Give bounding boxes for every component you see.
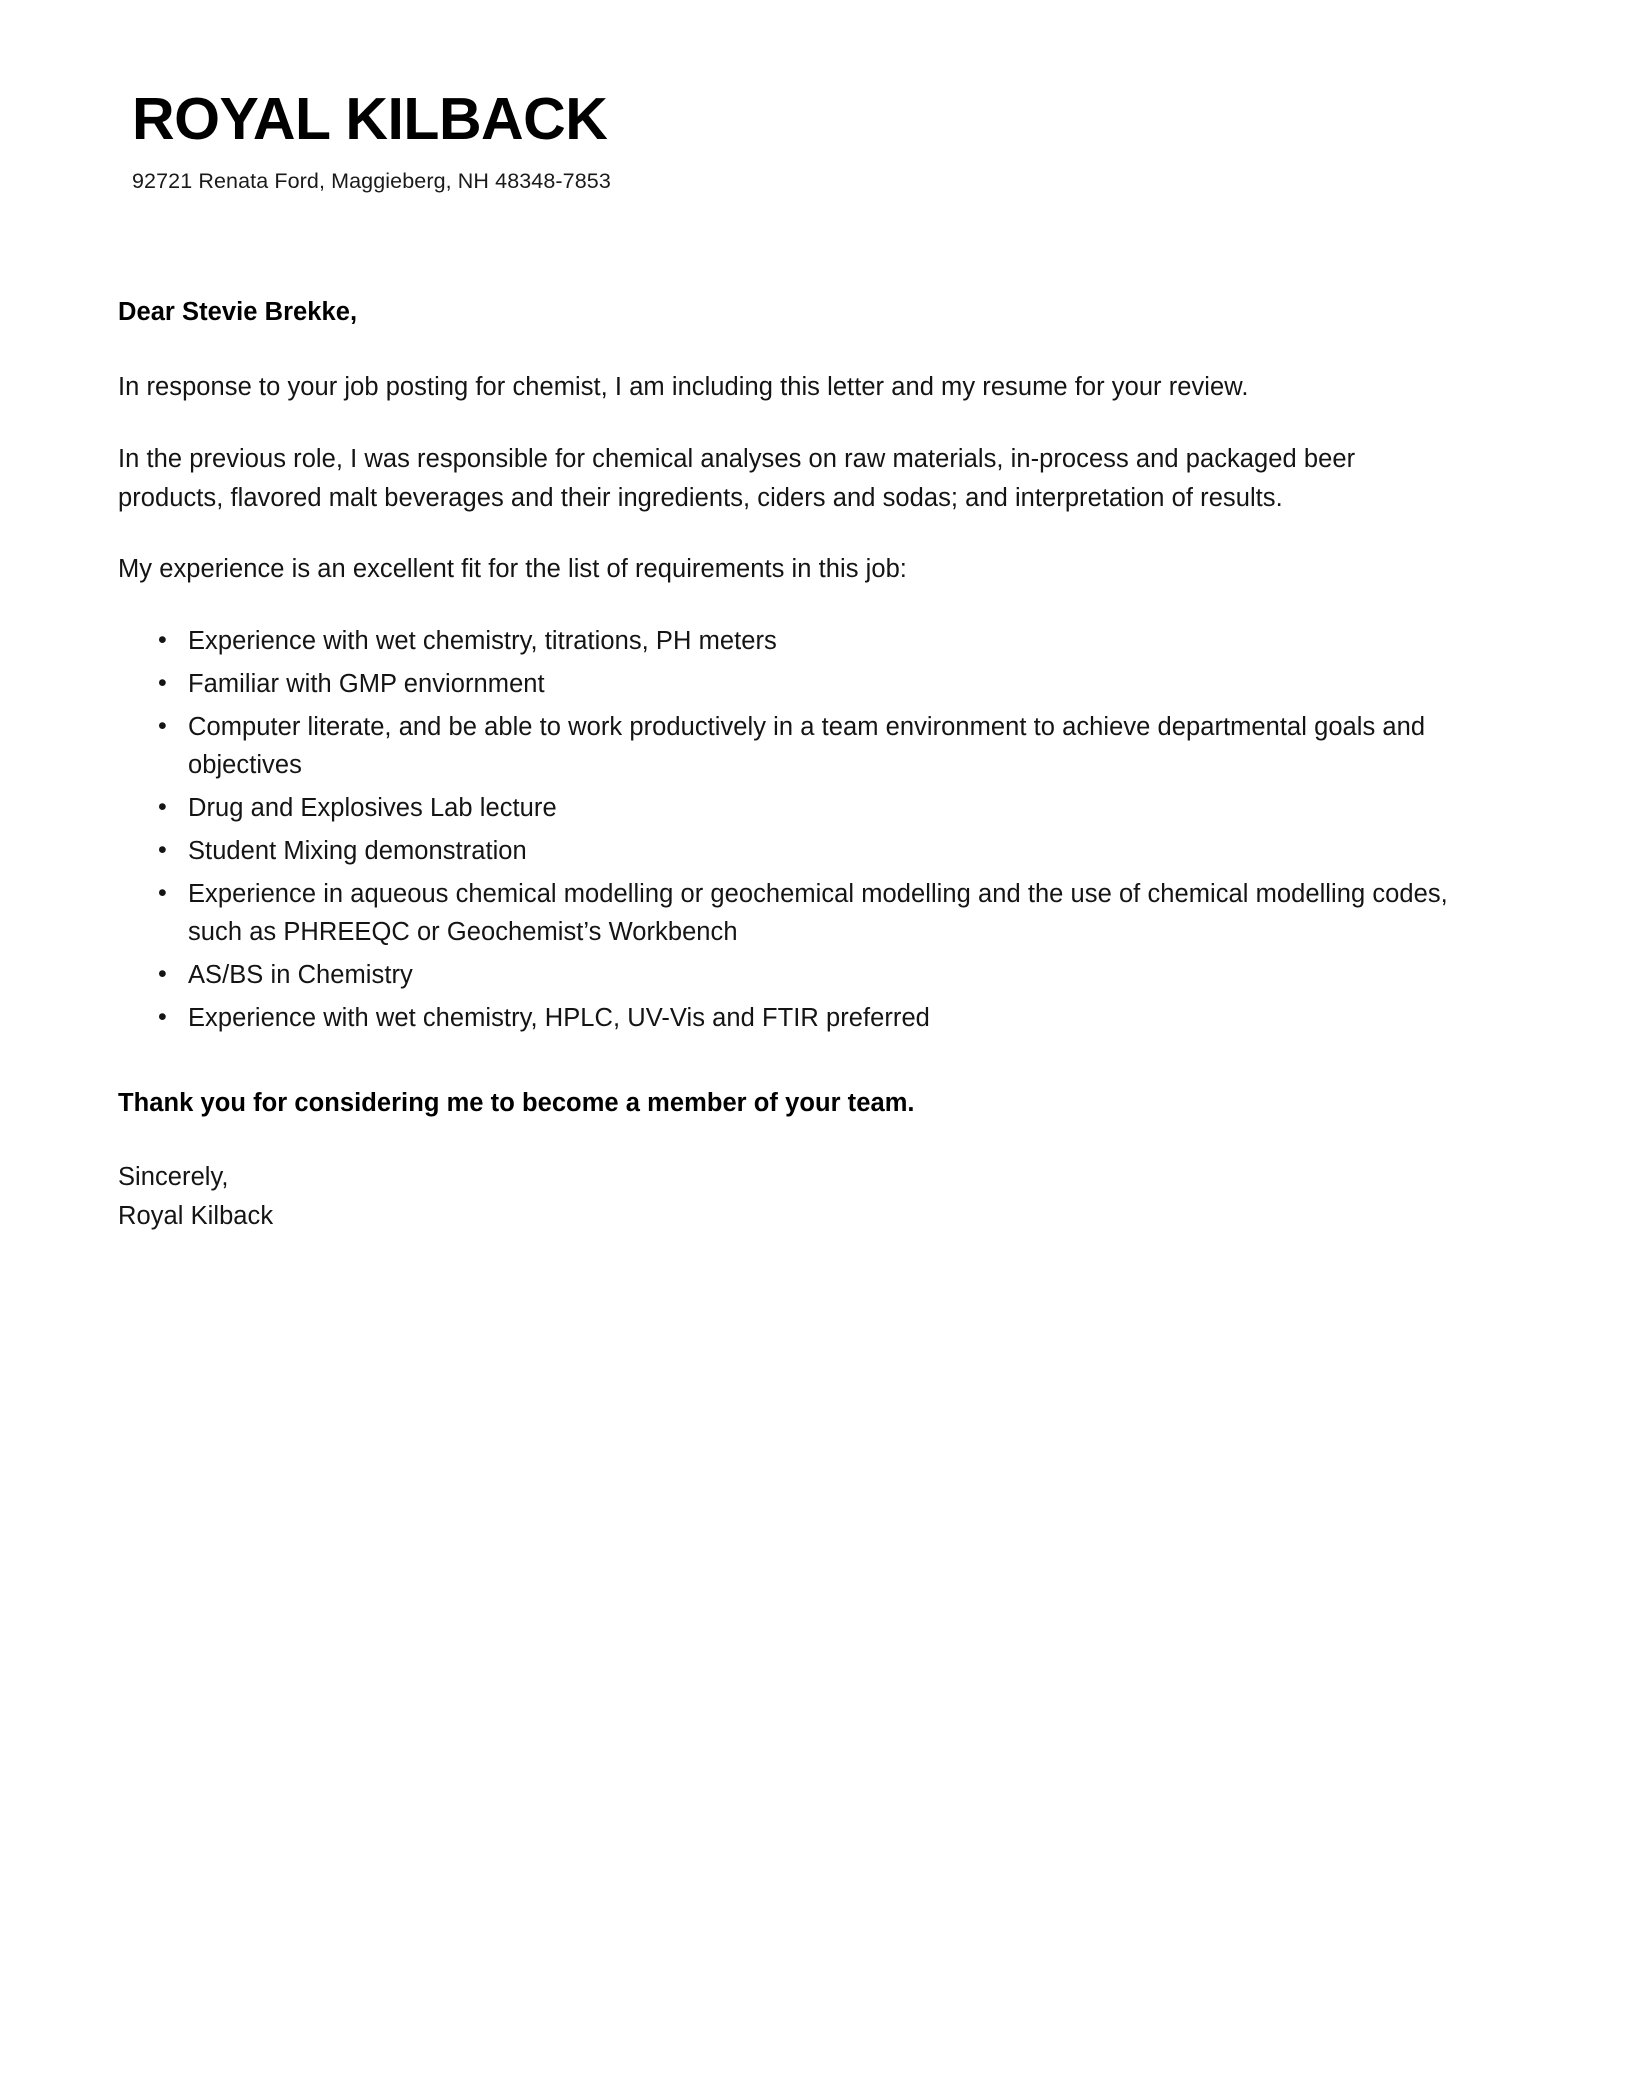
- sender-address: 92721 Renata Ford, Maggieberg, NH 48348-7853: [132, 169, 611, 194]
- signoff-block: [118, 1158, 1484, 1236]
- letter-header: [118, 86, 1484, 197]
- requirements-list: [118, 622, 1476, 1038]
- list-item: • Experience in aqueous chemical modelling or geochemical modelling and the use of chemical modelling codes, such as PHREEQC or Geochemist’s Workbench: [146, 875, 1476, 953]
- signature-name: Royal Kilback: [118, 1202, 274, 1230]
- list-item: • Drug and Explosives Lab lecture: [146, 789, 1476, 828]
- list-item: • AS/BS in Chemistry: [146, 956, 1476, 995]
- list-item: • Experience with wet chemistry, titrations, PH meters: [146, 622, 1476, 661]
- paragraph-experience-fit: My experience is an excellent fit for the list of requirements in this job:: [118, 555, 907, 584]
- valediction: Sincerely,: [118, 1163, 229, 1192]
- paragraph-previous-role: In the previous role, I was responsible for chemical analyses on raw materials, in-process and packaged beer products, flavored malt beverages and their ingredients, ciders and sodas; and interpretation of results.: [118, 444, 1356, 512]
- salutation: Dear Stevie Brekke,: [118, 298, 358, 327]
- closing-statement: Thank you for considering me to become a member of your team.: [118, 1088, 915, 1117]
- page-title: ROYAL KILBACK: [132, 86, 608, 152]
- list-item: • Student Mixing demonstration: [146, 832, 1476, 871]
- letter-body: [118, 293, 1484, 1236]
- list-item: • Familiar with GMP enviornment: [146, 665, 1476, 704]
- paragraph-intro: In response to your job posting for chemist, I am including this letter and my resume for your review.: [118, 373, 1249, 401]
- list-item: • Experience with wet chemistry, HPLC, UV-Vis and FTIR preferred: [146, 999, 1476, 1038]
- list-item: • Computer literate, and be able to work productively in a team environment to achieve departmental goals and objectives: [146, 708, 1476, 786]
